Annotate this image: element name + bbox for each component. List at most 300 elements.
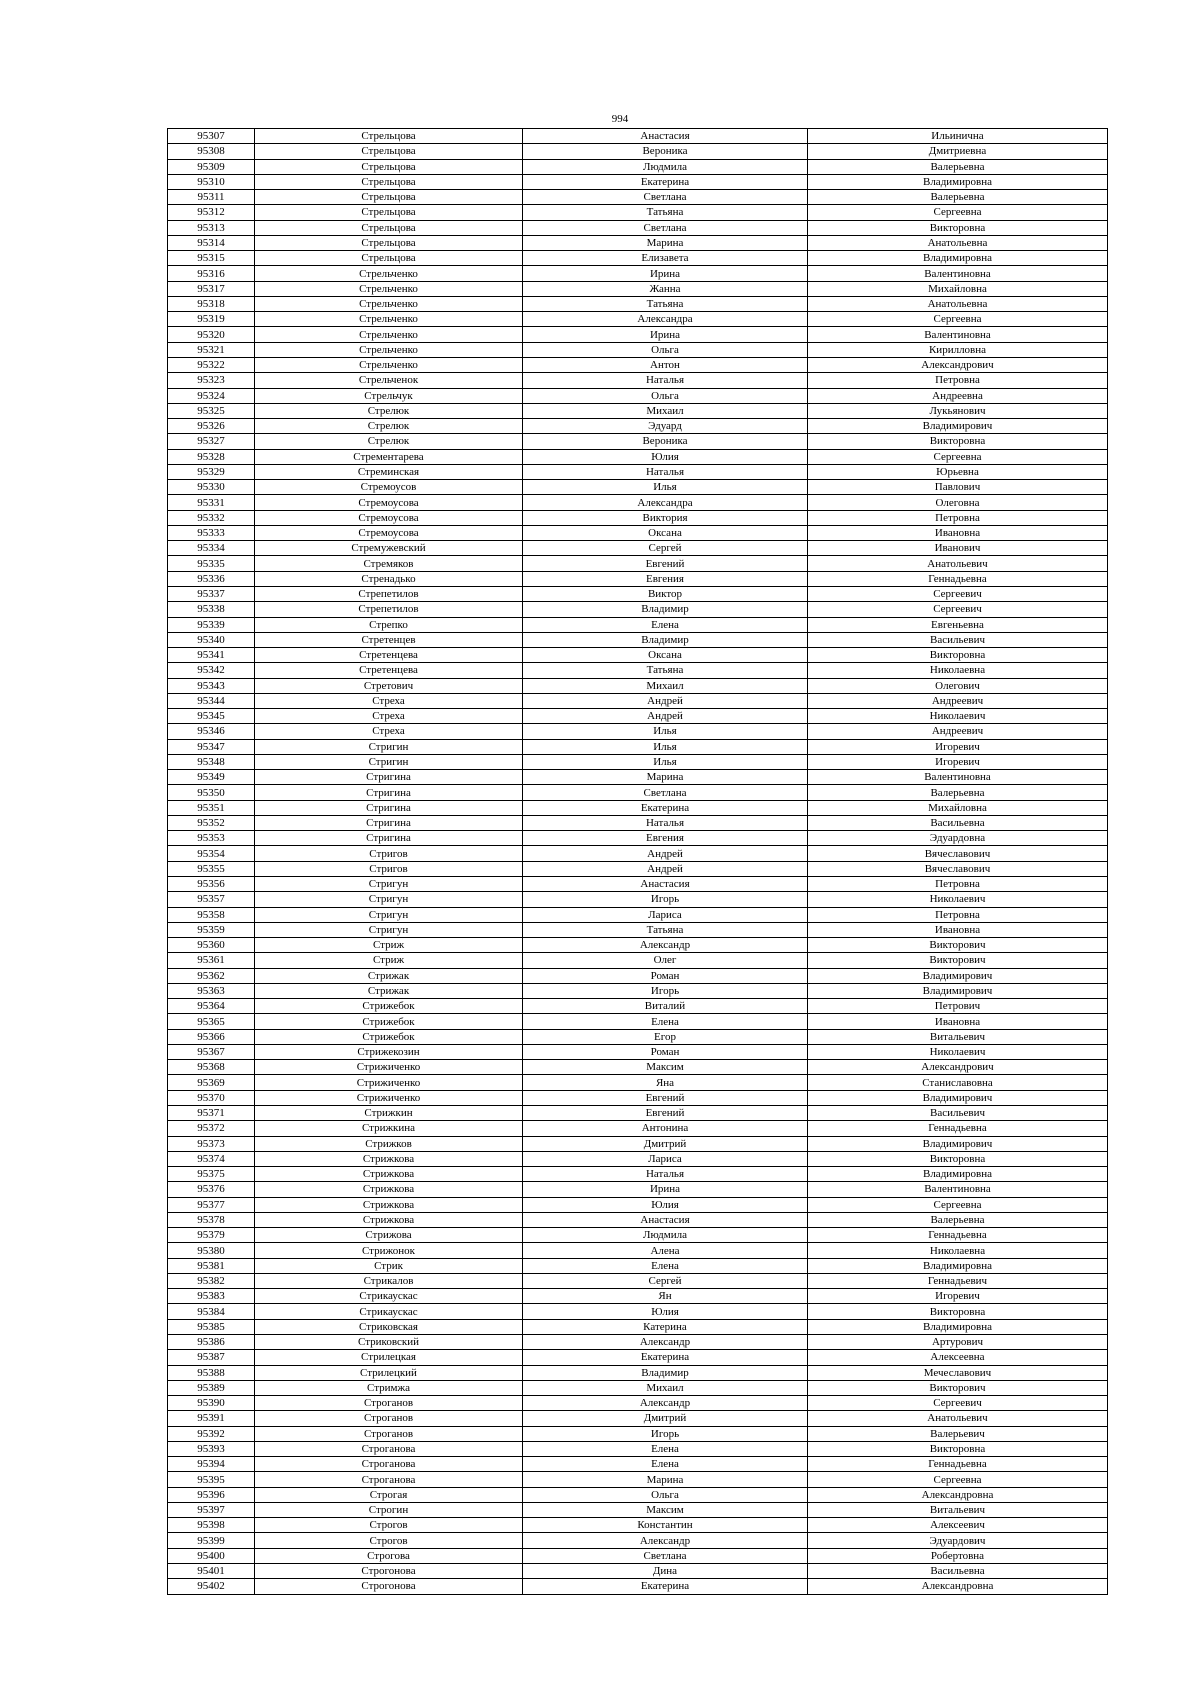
given-name-cell: Татьяна [523, 296, 808, 311]
patronymic-cell: Вячеславович [808, 846, 1108, 861]
given-name-cell: Евгения [523, 831, 808, 846]
surname-cell: Стрепетилов [255, 602, 523, 617]
record-number-cell: 95319 [168, 312, 255, 327]
surname-cell: Стремоусова [255, 510, 523, 525]
table-row [168, 1228, 1108, 1243]
surname-cell: Строганова [255, 1472, 523, 1487]
given-name-cell: Виталий [523, 999, 808, 1014]
surname-cell: Стремяков [255, 556, 523, 571]
given-name-cell: Вероника [523, 144, 808, 159]
patronymic-cell: Анатольевна [808, 296, 1108, 311]
given-name-cell: Елизавета [523, 251, 808, 266]
patronymic-cell: Сергеевич [808, 1396, 1108, 1411]
given-name-cell: Елена [523, 1441, 808, 1456]
given-name-cell: Жанна [523, 281, 808, 296]
table-row [168, 953, 1108, 968]
table-row [168, 617, 1108, 632]
table-row [168, 1411, 1108, 1426]
surname-cell: Стреминская [255, 464, 523, 479]
table-row [168, 1380, 1108, 1395]
surname-cell: Стрепетилов [255, 586, 523, 601]
surname-cell: Стрельцова [255, 251, 523, 266]
patronymic-cell: Михайловна [808, 800, 1108, 815]
given-name-cell: Илья [523, 724, 808, 739]
record-number-cell: 95374 [168, 1151, 255, 1166]
given-name-cell: Светлана [523, 1548, 808, 1563]
given-name-cell: Наталья [523, 1167, 808, 1182]
patronymic-cell: Петровна [808, 907, 1108, 922]
record-number-cell: 95331 [168, 495, 255, 510]
given-name-cell: Оксана [523, 648, 808, 663]
given-name-cell: Татьяна [523, 205, 808, 220]
record-number-cell: 95313 [168, 220, 255, 235]
given-name-cell: Антон [523, 357, 808, 372]
patronymic-cell: Андреевна [808, 388, 1108, 403]
table-row [168, 1212, 1108, 1227]
surname-cell: Стрилецкий [255, 1365, 523, 1380]
record-number-cell: 95376 [168, 1182, 255, 1197]
surname-cell: Стримжа [255, 1380, 523, 1395]
given-name-cell: Людмила [523, 1228, 808, 1243]
record-number-cell: 95326 [168, 419, 255, 434]
table-row [168, 1106, 1108, 1121]
page-number: 994 [611, 113, 629, 125]
patronymic-cell: Владимировна [808, 1167, 1108, 1182]
table-row [168, 1396, 1108, 1411]
record-number-cell: 95332 [168, 510, 255, 525]
patronymic-cell: Кирилловна [808, 342, 1108, 357]
table-row [168, 831, 1108, 846]
record-number-cell: 95363 [168, 983, 255, 998]
patronymic-cell: Анатольевна [808, 235, 1108, 250]
record-number-cell: 95322 [168, 357, 255, 372]
surname-cell: Стрижебок [255, 999, 523, 1014]
given-name-cell: Марина [523, 1472, 808, 1487]
table-row [168, 357, 1108, 372]
surname-cell: Стрик [255, 1258, 523, 1273]
table-row [168, 403, 1108, 418]
given-name-cell: Юлия [523, 1197, 808, 1212]
record-number-cell: 95317 [168, 281, 255, 296]
table-row [168, 648, 1108, 663]
surname-cell: Стрельцова [255, 144, 523, 159]
surname-cell: Стрелюк [255, 419, 523, 434]
patronymic-cell: Сергеевна [808, 1197, 1108, 1212]
record-number-cell: 95391 [168, 1411, 255, 1426]
record-number-cell: 95310 [168, 174, 255, 189]
table-row [168, 1304, 1108, 1319]
table-row [168, 1579, 1108, 1594]
patronymic-cell: Сергеевич [808, 586, 1108, 601]
table-row [168, 373, 1108, 388]
given-name-cell: Ольга [523, 1487, 808, 1502]
patronymic-cell: Эдуардовна [808, 831, 1108, 846]
patronymic-cell: Евгеньевна [808, 617, 1108, 632]
record-number-cell: 95394 [168, 1457, 255, 1472]
record-number-cell: 95328 [168, 449, 255, 464]
surname-cell: Стрельцова [255, 205, 523, 220]
patronymic-cell: Валентиновна [808, 1182, 1108, 1197]
table-row [168, 1472, 1108, 1487]
table-row [168, 480, 1108, 495]
surname-cell: Стрижкин [255, 1106, 523, 1121]
given-name-cell: Вероника [523, 434, 808, 449]
table-row [168, 1121, 1108, 1136]
patronymic-cell: Михайловна [808, 281, 1108, 296]
table-row [168, 495, 1108, 510]
surname-cell: Стрижекозин [255, 1044, 523, 1059]
surname-cell: Стрижиченко [255, 1060, 523, 1075]
record-number-cell: 95340 [168, 632, 255, 647]
surname-cell: Строганов [255, 1411, 523, 1426]
given-name-cell: Константин [523, 1518, 808, 1533]
patronymic-cell: Артурович [808, 1334, 1108, 1349]
given-name-cell: Андрей [523, 693, 808, 708]
table-row [168, 785, 1108, 800]
table-row [168, 739, 1108, 754]
table-row [168, 220, 1108, 235]
patronymic-cell: Сергеевна [808, 449, 1108, 464]
given-name-cell: Елена [523, 617, 808, 632]
patronymic-cell: Валентиновна [808, 327, 1108, 342]
given-name-cell: Елена [523, 1457, 808, 1472]
patronymic-cell: Викторович [808, 953, 1108, 968]
record-number-cell: 95377 [168, 1197, 255, 1212]
patronymic-cell: Ильинична [808, 129, 1108, 144]
record-number-cell: 95386 [168, 1334, 255, 1349]
patronymic-cell: Анатольевич [808, 1411, 1108, 1426]
surname-cell: Стремужевский [255, 541, 523, 556]
patronymic-cell: Павлович [808, 480, 1108, 495]
given-name-cell: Наталья [523, 373, 808, 388]
surname-cell: Стреха [255, 724, 523, 739]
patronymic-cell: Викторовна [808, 220, 1108, 235]
patronymic-cell: Ивановна [808, 922, 1108, 937]
record-number-cell: 95343 [168, 678, 255, 693]
record-number-cell: 95392 [168, 1426, 255, 1441]
table-row [168, 1334, 1108, 1349]
record-number-cell: 95330 [168, 480, 255, 495]
record-number-cell: 95336 [168, 571, 255, 586]
given-name-cell: Максим [523, 1060, 808, 1075]
given-name-cell: Елена [523, 1258, 808, 1273]
record-number-cell: 95355 [168, 861, 255, 876]
patronymic-cell: Викторовна [808, 1304, 1108, 1319]
record-number-cell: 95361 [168, 953, 255, 968]
given-name-cell: Виктория [523, 510, 808, 525]
given-name-cell: Игорь [523, 892, 808, 907]
surname-cell: Стретенцева [255, 663, 523, 678]
record-number-cell: 95397 [168, 1502, 255, 1517]
given-name-cell: Евгений [523, 1090, 808, 1105]
given-name-cell: Светлана [523, 220, 808, 235]
record-number-cell: 95334 [168, 541, 255, 556]
record-number-cell: 95367 [168, 1044, 255, 1059]
patronymic-cell: Витальевич [808, 1029, 1108, 1044]
surname-cell: Стрельцова [255, 220, 523, 235]
given-name-cell: Эдуард [523, 419, 808, 434]
given-name-cell: Роман [523, 1044, 808, 1059]
table-row [168, 1075, 1108, 1090]
record-number-cell: 95311 [168, 190, 255, 205]
surname-cell: Стрижебок [255, 1014, 523, 1029]
table-row [168, 129, 1108, 144]
table-row [168, 205, 1108, 220]
record-number-cell: 95362 [168, 968, 255, 983]
patronymic-cell: Петрович [808, 999, 1108, 1014]
patronymic-cell: Ивановна [808, 1014, 1108, 1029]
record-number-cell: 95338 [168, 602, 255, 617]
given-name-cell: Елена [523, 1014, 808, 1029]
record-number-cell: 95342 [168, 663, 255, 678]
record-number-cell: 95382 [168, 1273, 255, 1288]
patronymic-cell: Игоревич [808, 1289, 1108, 1304]
record-number-cell: 95373 [168, 1136, 255, 1151]
patronymic-cell: Сергеевна [808, 205, 1108, 220]
patronymic-cell: Робертовна [808, 1548, 1108, 1563]
surname-cell: Стрельцова [255, 159, 523, 174]
given-name-cell: Андрей [523, 846, 808, 861]
given-name-cell: Дина [523, 1563, 808, 1578]
patronymic-cell: Валентиновна [808, 266, 1108, 281]
surname-cell: Стриж [255, 953, 523, 968]
table-row [168, 770, 1108, 785]
table-row [168, 464, 1108, 479]
table-row [168, 144, 1108, 159]
table-row [168, 892, 1108, 907]
given-name-cell: Анастасия [523, 877, 808, 892]
patronymic-cell: Геннадьевна [808, 1121, 1108, 1136]
table-row [168, 1319, 1108, 1334]
record-number-cell: 95349 [168, 770, 255, 785]
table-row [168, 1136, 1108, 1151]
surname-cell: Стрелюк [255, 403, 523, 418]
surname-cell: Стрикалов [255, 1273, 523, 1288]
surname-cell: Стретенцева [255, 648, 523, 663]
given-name-cell: Роман [523, 968, 808, 983]
record-number-cell: 95335 [168, 556, 255, 571]
given-name-cell: Лариса [523, 907, 808, 922]
surname-cell: Стрикаускас [255, 1289, 523, 1304]
record-number-cell: 95324 [168, 388, 255, 403]
record-number-cell: 95345 [168, 709, 255, 724]
patronymic-cell: Алексеевич [808, 1518, 1108, 1533]
record-number-cell: 95339 [168, 617, 255, 632]
table-row [168, 1167, 1108, 1182]
surname-cell: Стригин [255, 754, 523, 769]
table-row [168, 174, 1108, 189]
given-name-cell: Максим [523, 1502, 808, 1517]
patronymic-cell: Валерьевна [808, 785, 1108, 800]
surname-cell: Стрикаускас [255, 1304, 523, 1319]
table-row [168, 510, 1108, 525]
surname-cell: Стригин [255, 739, 523, 754]
table-row [168, 235, 1108, 250]
table-row [168, 1441, 1108, 1456]
given-name-cell: Юлия [523, 449, 808, 464]
patronymic-cell: Николаевич [808, 709, 1108, 724]
surname-cell: Стрижак [255, 968, 523, 983]
record-number-cell: 95381 [168, 1258, 255, 1273]
record-number-cell: 95346 [168, 724, 255, 739]
table-row [168, 1182, 1108, 1197]
patronymic-cell: Сергеевич [808, 602, 1108, 617]
patronymic-cell: Валерьевна [808, 159, 1108, 174]
surname-cell: Строгонова [255, 1579, 523, 1594]
surname-cell: Строганова [255, 1457, 523, 1472]
table-row [168, 1044, 1108, 1059]
table-row [168, 1273, 1108, 1288]
record-number-cell: 95378 [168, 1212, 255, 1227]
patronymic-cell: Мечеславович [808, 1365, 1108, 1380]
records-body [168, 129, 1108, 1595]
record-number-cell: 95337 [168, 586, 255, 601]
surname-cell: Стремоусова [255, 525, 523, 540]
given-name-cell: Анастасия [523, 1212, 808, 1227]
table-row [168, 724, 1108, 739]
given-name-cell: Марина [523, 770, 808, 785]
given-name-cell: Сергей [523, 541, 808, 556]
patronymic-cell: Андреевич [808, 724, 1108, 739]
record-number-cell: 95333 [168, 525, 255, 540]
patronymic-cell: Владимирович [808, 1090, 1108, 1105]
patronymic-cell: Васильевич [808, 1106, 1108, 1121]
surname-cell: Стригина [255, 831, 523, 846]
record-number-cell: 95396 [168, 1487, 255, 1502]
surname-cell: Стрепко [255, 617, 523, 632]
given-name-cell: Екатерина [523, 174, 808, 189]
record-number-cell: 95370 [168, 1090, 255, 1105]
record-number-cell: 95389 [168, 1380, 255, 1395]
patronymic-cell: Дмитриевна [808, 144, 1108, 159]
patronymic-cell: Васильевна [808, 1563, 1108, 1578]
table-row [168, 602, 1108, 617]
patronymic-cell: Николаевич [808, 892, 1108, 907]
given-name-cell: Евгений [523, 556, 808, 571]
given-name-cell: Дмитрий [523, 1411, 808, 1426]
patronymic-cell: Николаевна [808, 1243, 1108, 1258]
record-number-cell: 95375 [168, 1167, 255, 1182]
record-number-cell: 95393 [168, 1441, 255, 1456]
table-row [168, 907, 1108, 922]
table-row [168, 1258, 1108, 1273]
patronymic-cell: Олегович [808, 678, 1108, 693]
record-number-cell: 95329 [168, 464, 255, 479]
patronymic-cell: Иванович [808, 541, 1108, 556]
record-number-cell: 95323 [168, 373, 255, 388]
record-number-cell: 95400 [168, 1548, 255, 1563]
table-row [168, 1426, 1108, 1441]
patronymic-cell: Андреевич [808, 693, 1108, 708]
surname-cell: Стригов [255, 846, 523, 861]
record-number-cell: 95358 [168, 907, 255, 922]
surname-cell: Стриковский [255, 1334, 523, 1349]
surname-cell: Стрижкова [255, 1197, 523, 1212]
record-number-cell: 95364 [168, 999, 255, 1014]
table-row [168, 571, 1108, 586]
table-row [168, 388, 1108, 403]
given-name-cell: Катерина [523, 1319, 808, 1334]
table-row [168, 1502, 1108, 1517]
given-name-cell: Яна [523, 1075, 808, 1090]
surname-cell: Стренадько [255, 571, 523, 586]
surname-cell: Стригов [255, 861, 523, 876]
patronymic-cell: Владимировна [808, 174, 1108, 189]
surname-cell: Стригина [255, 815, 523, 830]
table-row [168, 1029, 1108, 1044]
table-row [168, 678, 1108, 693]
record-number-cell: 95308 [168, 144, 255, 159]
given-name-cell: Олег [523, 953, 808, 968]
table-row [168, 525, 1108, 540]
table-row [168, 968, 1108, 983]
given-name-cell: Александр [523, 938, 808, 953]
record-number-cell: 95316 [168, 266, 255, 281]
given-name-cell: Анастасия [523, 129, 808, 144]
table-row [168, 815, 1108, 830]
patronymic-cell: Васильевна [808, 815, 1108, 830]
table-row [168, 846, 1108, 861]
given-name-cell: Андрей [523, 709, 808, 724]
surname-cell: Стрельцова [255, 174, 523, 189]
table-row [168, 434, 1108, 449]
table-row [168, 877, 1108, 892]
surname-cell: Стреха [255, 693, 523, 708]
record-number-cell: 95359 [168, 922, 255, 937]
table-row [168, 1487, 1108, 1502]
given-name-cell: Ольга [523, 342, 808, 357]
surname-cell: Стретович [255, 678, 523, 693]
record-number-cell: 95318 [168, 296, 255, 311]
given-name-cell: Ирина [523, 266, 808, 281]
surname-cell: Строгин [255, 1502, 523, 1517]
record-number-cell: 95360 [168, 938, 255, 953]
given-name-cell: Антонина [523, 1121, 808, 1136]
surname-cell: Стрижкова [255, 1167, 523, 1182]
patronymic-cell: Александрович [808, 1060, 1108, 1075]
table-row [168, 586, 1108, 601]
surname-cell: Строганов [255, 1426, 523, 1441]
given-name-cell: Александра [523, 312, 808, 327]
record-number-cell: 95398 [168, 1518, 255, 1533]
surname-cell: Стрилецкая [255, 1350, 523, 1365]
surname-cell: Стригун [255, 922, 523, 937]
table-row [168, 342, 1108, 357]
table-row [168, 541, 1108, 556]
table-row [168, 1197, 1108, 1212]
patronymic-cell: Сергеевна [808, 312, 1108, 327]
record-number-cell: 95350 [168, 785, 255, 800]
patronymic-cell: Геннадьевна [808, 571, 1108, 586]
surname-cell: Стрельченок [255, 373, 523, 388]
surname-cell: Стриж [255, 938, 523, 953]
given-name-cell: Лариса [523, 1151, 808, 1166]
surname-cell: Стрельчук [255, 388, 523, 403]
record-number-cell: 95314 [168, 235, 255, 250]
given-name-cell: Евгений [523, 1106, 808, 1121]
given-name-cell: Михаил [523, 678, 808, 693]
given-name-cell: Михаил [523, 1380, 808, 1395]
patronymic-cell: Викторовна [808, 1441, 1108, 1456]
surname-cell: Стремоусова [255, 495, 523, 510]
surname-cell: Стригун [255, 877, 523, 892]
table-row [168, 296, 1108, 311]
table-row [168, 693, 1108, 708]
patronymic-cell: Александрович [808, 357, 1108, 372]
patronymic-cell: Викторовна [808, 1151, 1108, 1166]
table-row [168, 281, 1108, 296]
surname-cell: Стрижиченко [255, 1090, 523, 1105]
